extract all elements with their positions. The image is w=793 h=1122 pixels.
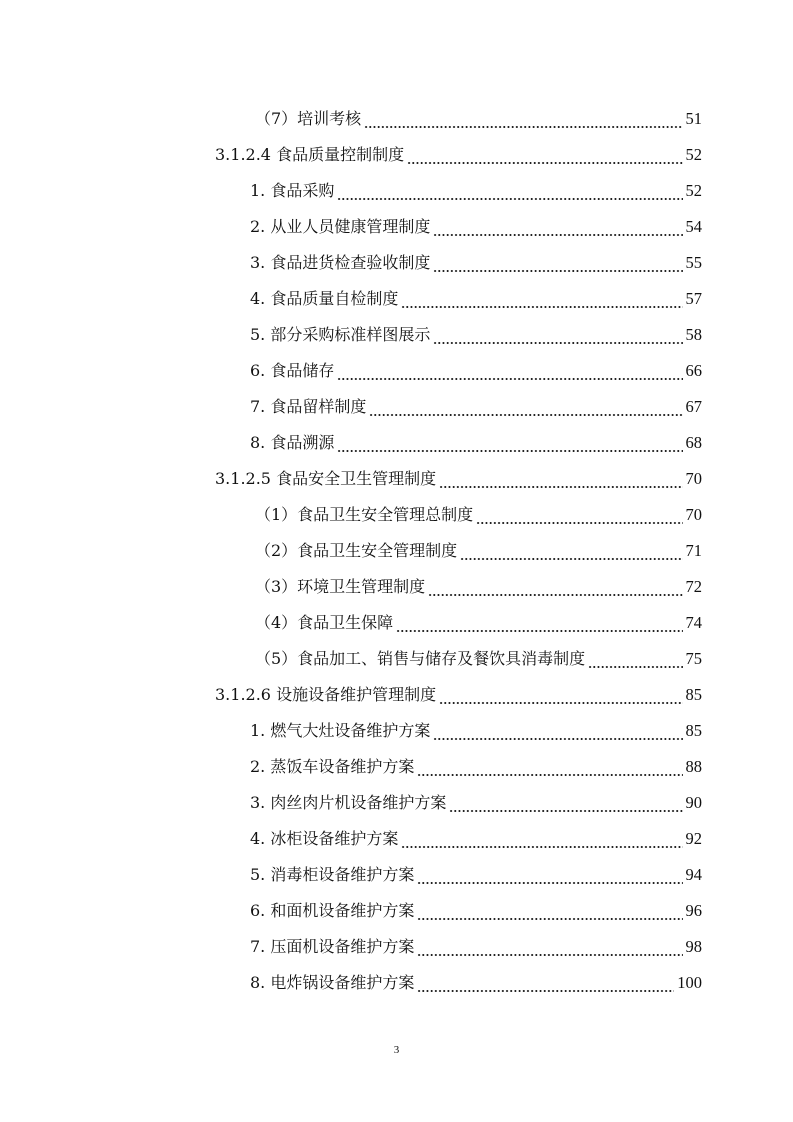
toc-entry-title: 3.1.2.4 食品质量控制制度 bbox=[215, 145, 405, 164]
dot-leader bbox=[417, 954, 682, 956]
toc-entry-title: 3. 肉丝肉片机设备维护方案 bbox=[250, 793, 447, 812]
dot-leader bbox=[337, 198, 682, 200]
toc-entry[interactable] bbox=[0, 713, 793, 749]
toc-entry-title: 6. 和面机设备维护方案 bbox=[250, 901, 415, 920]
toc-entry-page: 57 bbox=[685, 289, 702, 308]
toc-entry-title: 3. 食品进货检查验收制度 bbox=[250, 253, 431, 272]
dot-leader bbox=[337, 378, 682, 380]
toc-entry-title: 2. 从业人员健康管理制度 bbox=[250, 217, 431, 236]
toc-entry[interactable] bbox=[0, 533, 793, 569]
toc-entry[interactable] bbox=[0, 317, 793, 353]
toc-entry-title: 5. 部分采购标准样图展示 bbox=[250, 325, 431, 344]
toc-entry[interactable] bbox=[0, 389, 793, 425]
toc-entry[interactable] bbox=[0, 641, 793, 677]
toc-entry[interactable] bbox=[0, 965, 793, 1001]
toc-entry[interactable] bbox=[0, 353, 793, 389]
toc-entry-title: 4. 冰柜设备维护方案 bbox=[250, 829, 399, 848]
dot-leader bbox=[401, 306, 682, 308]
toc-entry[interactable] bbox=[0, 569, 793, 605]
dot-leader bbox=[417, 918, 682, 920]
toc-entry-title: 4. 食品质量自检制度 bbox=[250, 289, 399, 308]
toc-entry-title: （7）培训考核 bbox=[255, 109, 362, 128]
toc-entry-page: 58 bbox=[685, 325, 702, 344]
toc-entry-title: 7. 压面机设备维护方案 bbox=[250, 937, 415, 956]
dot-leader bbox=[433, 738, 682, 740]
toc-entry-page: 92 bbox=[685, 829, 702, 848]
dot-leader bbox=[407, 162, 682, 164]
dot-leader bbox=[439, 486, 682, 488]
toc-entry[interactable] bbox=[0, 857, 793, 893]
toc-entry[interactable] bbox=[0, 209, 793, 245]
toc-entry-page: 96 bbox=[685, 901, 702, 920]
dot-leader bbox=[428, 594, 682, 596]
dot-leader bbox=[449, 810, 682, 812]
dot-leader bbox=[433, 234, 682, 236]
toc-entry-page: 72 bbox=[685, 577, 702, 596]
toc-entry-title: 5. 消毒柜设备维护方案 bbox=[250, 865, 415, 884]
toc-entry[interactable] bbox=[0, 101, 793, 137]
dot-leader bbox=[417, 774, 682, 776]
toc-entry[interactable] bbox=[0, 749, 793, 785]
toc-entry-page: 85 bbox=[685, 685, 702, 704]
toc-entry[interactable] bbox=[0, 821, 793, 857]
toc-entry-title: 1. 食品采购 bbox=[250, 181, 335, 200]
toc-entry[interactable] bbox=[0, 461, 793, 497]
dot-leader bbox=[460, 558, 682, 560]
toc-entry-page: 70 bbox=[685, 469, 702, 488]
toc-entry-page: 55 bbox=[685, 253, 702, 272]
toc-entry-page: 88 bbox=[685, 757, 702, 776]
dot-leader bbox=[396, 630, 682, 632]
toc-entry[interactable] bbox=[0, 137, 793, 173]
toc-entry-page: 100 bbox=[677, 973, 702, 992]
toc-entry-title: 3.1.2.6 设施设备维护管理制度 bbox=[215, 685, 437, 704]
dot-leader bbox=[417, 882, 682, 884]
dot-leader bbox=[433, 270, 682, 272]
toc-entry-page: 90 bbox=[685, 793, 702, 812]
toc-entry-page: 51 bbox=[685, 109, 702, 128]
toc-entry-page: 94 bbox=[685, 865, 702, 884]
toc-entry[interactable] bbox=[0, 785, 793, 821]
toc-entry-title: （4）食品卫生保障 bbox=[255, 613, 394, 632]
toc-entry-page: 75 bbox=[685, 649, 702, 668]
toc-entry[interactable] bbox=[0, 281, 793, 317]
page-number: 3 bbox=[393, 1044, 400, 1056]
toc-entry-title: 7. 食品留样制度 bbox=[250, 397, 367, 416]
toc-entry[interactable] bbox=[0, 425, 793, 461]
dot-leader bbox=[337, 450, 682, 452]
toc-entry-page: 66 bbox=[685, 361, 702, 380]
toc-entry-title: 8. 电炸锅设备维护方案 bbox=[250, 973, 415, 992]
toc-entry-page: 52 bbox=[685, 145, 702, 164]
toc-entry-page: 71 bbox=[685, 541, 702, 560]
toc-entry-title: 6. 食品储存 bbox=[250, 361, 335, 380]
dot-leader bbox=[476, 522, 682, 524]
toc-entry-page: 54 bbox=[685, 217, 702, 236]
dot-leader bbox=[369, 414, 682, 416]
toc-entry-page: 52 bbox=[685, 181, 702, 200]
toc-entry-title: 2. 蒸饭车设备维护方案 bbox=[250, 757, 415, 776]
dot-leader bbox=[401, 846, 682, 848]
toc-entry-page: 74 bbox=[685, 613, 702, 632]
toc-entry-title: （1）食品卫生安全管理总制度 bbox=[255, 505, 474, 524]
dot-leader bbox=[588, 666, 682, 668]
table-of-contents bbox=[0, 101, 793, 1001]
toc-entry[interactable] bbox=[0, 245, 793, 281]
toc-entry[interactable] bbox=[0, 929, 793, 965]
toc-entry[interactable] bbox=[0, 497, 793, 533]
toc-entry-page: 70 bbox=[685, 505, 702, 524]
toc-entry[interactable] bbox=[0, 173, 793, 209]
toc-entry-page: 85 bbox=[685, 721, 702, 740]
toc-entry[interactable] bbox=[0, 677, 793, 713]
toc-entry-title: 1. 燃气大灶设备维护方案 bbox=[250, 721, 431, 740]
toc-entry-page: 98 bbox=[685, 937, 702, 956]
toc-entry-title: （2）食品卫生安全管理制度 bbox=[255, 541, 458, 560]
dot-leader bbox=[417, 990, 674, 992]
dot-leader bbox=[433, 342, 682, 344]
toc-entry[interactable] bbox=[0, 893, 793, 929]
toc-entry[interactable] bbox=[0, 605, 793, 641]
dot-leader bbox=[364, 126, 682, 128]
dot-leader bbox=[439, 702, 682, 704]
toc-entry-title: （3）环境卫生管理制度 bbox=[255, 577, 426, 596]
toc-entry-page: 67 bbox=[685, 397, 702, 416]
toc-entry-title: （5）食品加工、销售与储存及餐饮具消毒制度 bbox=[255, 649, 586, 668]
toc-entry-page: 68 bbox=[685, 433, 702, 452]
toc-entry-title: 8. 食品溯源 bbox=[250, 433, 335, 452]
toc-entry-title: 3.1.2.5 食品安全卫生管理制度 bbox=[215, 469, 437, 488]
